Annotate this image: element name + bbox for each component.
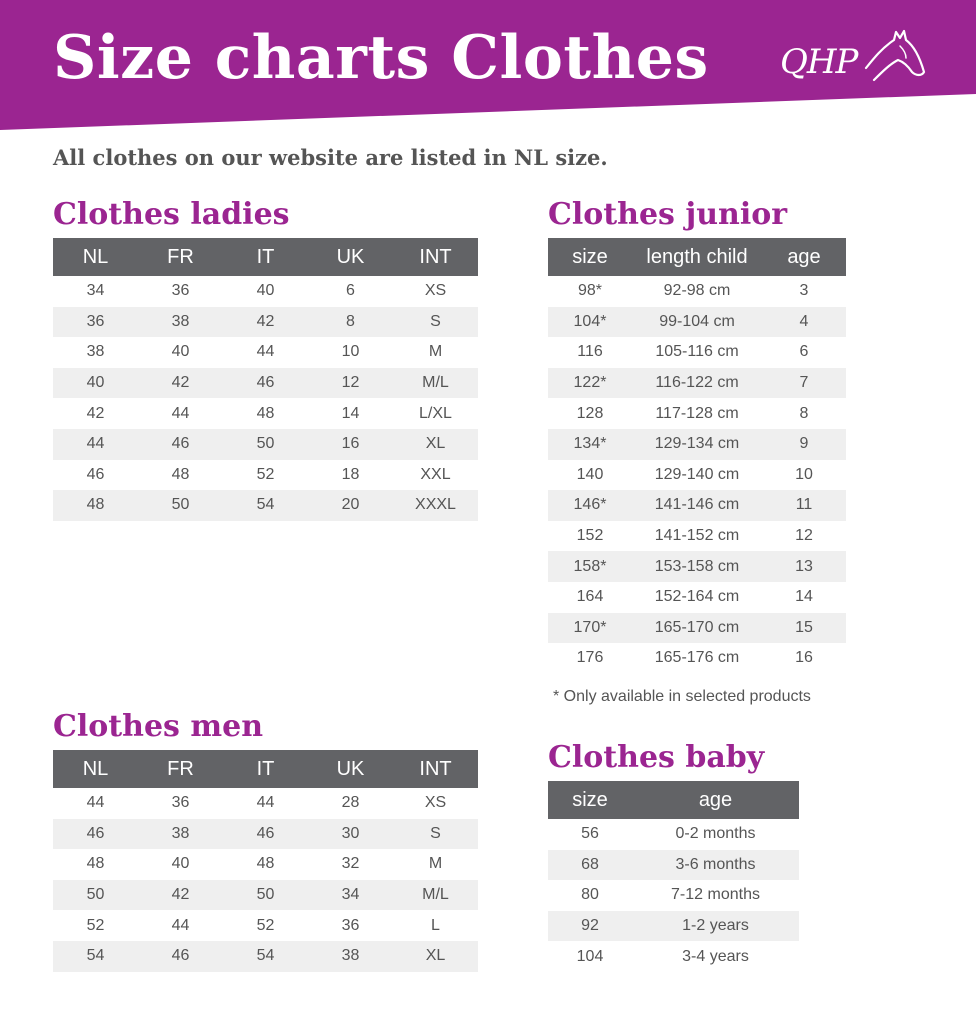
table-cell: 165-170 cm <box>632 613 762 644</box>
table-row <box>53 849 478 880</box>
table-cell: XL <box>393 941 478 972</box>
table-cell: 4 <box>762 307 846 338</box>
table-cell: 40 <box>171 343 190 361</box>
table-cell: 3-4 years <box>682 947 749 965</box>
column-header: age <box>632 781 799 819</box>
table-cell: 141-152 cm <box>654 527 740 545</box>
table-cell: 42 <box>138 880 223 911</box>
table-row <box>53 788 478 819</box>
table-header-row <box>53 238 478 276</box>
table-cell: 105-116 cm <box>655 343 739 361</box>
table-cell: 140 <box>576 465 604 483</box>
table-row <box>53 337 478 368</box>
table-row <box>548 643 846 674</box>
table-cell: 52 <box>256 916 275 934</box>
table-cell: 122* <box>548 368 632 399</box>
table-row <box>548 941 799 972</box>
table-cell: 52 <box>256 465 275 483</box>
table-cell: 16 <box>795 649 813 667</box>
table-cell: 129-140 cm <box>654 465 740 483</box>
table-row <box>53 910 478 941</box>
table-row <box>53 307 478 338</box>
table-row <box>53 490 478 521</box>
table-cell: 46 <box>223 368 308 399</box>
table-cell: 44 <box>256 794 275 812</box>
table-header-row <box>53 750 478 788</box>
table-row <box>548 613 846 644</box>
column-header: size <box>548 238 632 276</box>
table-cell: 42 <box>86 404 105 422</box>
table-cell: 141-146 cm <box>632 490 762 521</box>
table-cell: 128 <box>576 404 604 422</box>
table-row <box>53 880 478 911</box>
table-cell: L/XL <box>419 404 452 422</box>
logo-text: QHP <box>780 42 858 82</box>
table-cell: 56 <box>581 825 599 843</box>
column-header: UK <box>308 238 393 276</box>
column-header: INT <box>393 238 478 276</box>
table-row <box>548 582 846 613</box>
column-header: INT <box>393 750 478 788</box>
table-cell: 80 <box>581 886 599 904</box>
table-cell: 7-12 months <box>671 886 760 904</box>
table-row <box>53 819 478 850</box>
ladies-section-title: Clothes ladies <box>53 197 290 232</box>
table-cell: 3-6 months <box>632 850 799 881</box>
table-cell: 34 <box>86 282 105 300</box>
table-row <box>53 460 478 491</box>
column-header: NL <box>53 238 138 276</box>
column-header: FR <box>138 238 223 276</box>
table-cell: 68 <box>548 850 632 881</box>
header-banner <box>0 0 976 130</box>
table-cell: 44 <box>53 429 138 460</box>
table-row <box>548 276 846 307</box>
table-cell: 20 <box>308 490 393 521</box>
table-row <box>548 521 846 552</box>
column-header: age <box>762 238 846 276</box>
intro-text: All clothes on our website are listed in NL size. <box>53 145 608 170</box>
table-cell: 50 <box>53 880 138 911</box>
table-cell: 153-158 cm <box>632 551 762 582</box>
table-cell: 98* <box>577 282 603 300</box>
table-cell: 48 <box>53 490 138 521</box>
table-cell: 176 <box>576 649 604 667</box>
table-cell: 14 <box>795 588 813 606</box>
table-cell: 92 <box>548 911 632 942</box>
men-section-title: Clothes men <box>53 709 264 744</box>
table-cell: XXXL <box>393 490 478 521</box>
junior-size-table <box>548 238 846 674</box>
table-cell: 42 <box>138 368 223 399</box>
table-cell: 32 <box>341 855 360 873</box>
table-cell: 12 <box>795 527 813 545</box>
table-cell: 8 <box>799 404 809 422</box>
table-cell: 38 <box>86 343 105 361</box>
column-header: UK <box>308 750 393 788</box>
table-cell: 104* <box>548 307 632 338</box>
men-size-table <box>53 750 478 972</box>
table-cell: M <box>428 855 443 873</box>
table-cell: XS <box>424 794 447 812</box>
table-row <box>53 398 478 429</box>
table-cell: 18 <box>341 465 360 483</box>
table-cell: 40 <box>171 855 190 873</box>
table-row <box>548 398 846 429</box>
table-row <box>548 368 846 399</box>
table-cell: 48 <box>256 855 275 873</box>
table-cell: 158* <box>548 551 632 582</box>
table-cell: 52 <box>86 916 105 934</box>
table-cell: S <box>393 819 478 850</box>
table-cell: 152 <box>576 527 604 545</box>
table-row <box>548 337 846 368</box>
table-cell: 13 <box>762 551 846 582</box>
table-row <box>548 911 799 942</box>
table-cell: 129-134 cm <box>632 429 762 460</box>
table-cell: 50 <box>223 880 308 911</box>
table-cell: 14 <box>341 404 360 422</box>
table-cell: 46 <box>138 941 223 972</box>
table-cell: 92-98 cm <box>663 282 731 300</box>
table-cell: 46 <box>223 819 308 850</box>
horse-head-icon <box>860 28 930 88</box>
table-cell: L <box>431 916 440 934</box>
table-row <box>548 490 846 521</box>
table-cell: 165-176 cm <box>654 649 740 667</box>
table-cell: 116 <box>577 343 603 361</box>
baby-section-title: Clothes baby <box>548 740 765 775</box>
table-header-row <box>548 238 846 276</box>
table-cell: 36 <box>53 307 138 338</box>
table-cell: 40 <box>53 368 138 399</box>
table-cell: 44 <box>171 404 190 422</box>
page-title: Size charts Clothes <box>53 23 709 93</box>
table-cell: M <box>428 343 443 361</box>
table-cell: M/L <box>393 880 478 911</box>
table-cell: 0-2 months <box>675 825 756 843</box>
table-cell: 38 <box>138 307 223 338</box>
junior-footnote: * Only available in selected products <box>553 688 811 705</box>
table-cell: 7 <box>762 368 846 399</box>
table-row <box>548 307 846 338</box>
column-header: IT <box>223 238 308 276</box>
table-cell: 11 <box>762 490 846 521</box>
table-row <box>53 276 478 307</box>
table-cell: 170* <box>548 613 632 644</box>
table-cell: 38 <box>138 819 223 850</box>
ladies-size-table <box>53 238 478 521</box>
qhp-logo <box>780 28 930 88</box>
table-cell: 16 <box>308 429 393 460</box>
column-header: IT <box>223 750 308 788</box>
table-cell: 15 <box>762 613 846 644</box>
table-cell: 54 <box>223 490 308 521</box>
table-cell: 104 <box>576 947 604 965</box>
table-cell: 46 <box>53 819 138 850</box>
table-row <box>53 368 478 399</box>
table-cell: 99-104 cm <box>632 307 762 338</box>
table-cell: 44 <box>86 794 105 812</box>
table-cell: S <box>393 307 478 338</box>
table-cell: 152-164 cm <box>654 588 740 606</box>
table-row <box>548 551 846 582</box>
table-cell: 8 <box>308 307 393 338</box>
table-cell: 44 <box>171 916 190 934</box>
table-cell: 10 <box>341 343 360 361</box>
table-cell: 12 <box>308 368 393 399</box>
column-header: FR <box>138 750 223 788</box>
table-cell: 54 <box>223 941 308 972</box>
table-row <box>53 941 478 972</box>
table-row <box>548 850 799 881</box>
table-cell: 134* <box>548 429 632 460</box>
table-cell: 34 <box>308 880 393 911</box>
table-cell: 46 <box>86 465 105 483</box>
table-cell: M/L <box>393 368 478 399</box>
column-header: size <box>548 781 632 819</box>
table-cell: 48 <box>256 404 275 422</box>
table-cell: XS <box>424 282 447 300</box>
table-row <box>548 819 799 850</box>
table-cell: 30 <box>308 819 393 850</box>
table-cell: 46 <box>138 429 223 460</box>
table-cell: XXL <box>420 465 451 483</box>
table-cell: 28 <box>341 794 360 812</box>
table-cell: 9 <box>762 429 846 460</box>
table-cell: 6 <box>346 282 355 300</box>
table-cell: 36 <box>171 794 190 812</box>
column-header: length child <box>632 238 762 276</box>
table-cell: 44 <box>256 343 275 361</box>
table-cell: 36 <box>341 916 360 934</box>
table-cell: 48 <box>171 465 190 483</box>
table-cell: 36 <box>171 282 190 300</box>
table-cell: 1-2 years <box>632 911 799 942</box>
table-cell: 40 <box>256 282 275 300</box>
table-row <box>548 460 846 491</box>
table-row <box>53 429 478 460</box>
table-cell: 50 <box>223 429 308 460</box>
table-cell: 42 <box>223 307 308 338</box>
table-cell: 6 <box>799 343 809 361</box>
table-cell: 54 <box>53 941 138 972</box>
table-cell: 117-128 cm <box>655 404 739 422</box>
table-cell: 10 <box>795 465 813 483</box>
baby-size-table <box>548 781 799 972</box>
table-cell: 38 <box>308 941 393 972</box>
table-cell: 164 <box>576 588 604 606</box>
junior-section-title: Clothes junior <box>548 197 788 232</box>
table-row <box>548 429 846 460</box>
table-cell: 3 <box>799 282 809 300</box>
table-cell: 48 <box>86 855 105 873</box>
table-cell: XL <box>393 429 478 460</box>
column-header: NL <box>53 750 138 788</box>
table-header-row <box>548 781 799 819</box>
table-cell: 116-122 cm <box>632 368 762 399</box>
table-cell: 146* <box>548 490 632 521</box>
table-row <box>548 880 799 911</box>
table-cell: 50 <box>138 490 223 521</box>
